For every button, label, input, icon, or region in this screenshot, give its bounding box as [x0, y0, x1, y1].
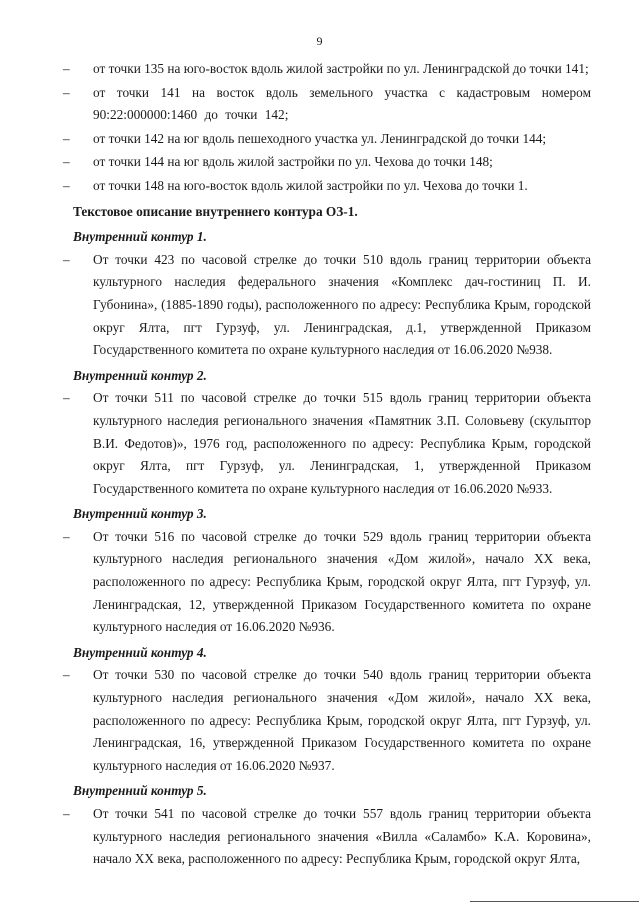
contour-title: Внутренний контур 1.	[73, 229, 207, 245]
page-bottom-rule	[470, 901, 639, 902]
list-item-text: от точки 142 на юг вдоль пешеходного участка ул. Ленинградской до точки 144;	[93, 130, 547, 146]
list-item	[63, 128, 591, 151]
dash-bullet: –	[63, 251, 70, 267]
dash-bullet: –	[63, 154, 70, 170]
contour-title: Внутренний контур 5.	[73, 783, 207, 799]
dash-bullet: –	[63, 806, 70, 821]
list-item	[63, 82, 591, 127]
dash-bullet: –	[63, 61, 70, 76]
contour-text: От точки 541 по часовой стрелке до точки 557 вдоль границ территории объекта культурного наследия регионального значения «Вилла «Саламбо» К.А. Коровина», начало XX века, расположенного по адресу: Республика Крым, городской округ Ялта,	[93, 806, 591, 867]
contour-text: От точки 423 по часовой стрелке до точки 510 вдоль границ территории объекта культурного наследия федерального значения «Комплекс дач-гостиниц П. И. Губонина», (1885-1890 годы), расположенного по адресу: Республика Крым, городской округ Ялта, пгт Гурзуф, ул. Ленинградская, д.1, утвержденной Приказом Государственного комитета по охране культурного наследия от 16.06.2020 №938.	[93, 251, 591, 358]
contour-title: Внутренний контур 3.	[73, 506, 207, 522]
dash-bullet: –	[63, 84, 70, 100]
dash-bullet: –	[63, 390, 70, 406]
list-item	[63, 175, 591, 198]
contour-title: Внутренний контур 2.	[73, 367, 207, 383]
contour-description	[63, 387, 591, 500]
contour-description	[63, 526, 591, 639]
list-item	[63, 58, 591, 81]
contour-title: Внутренний контур 4.	[73, 644, 207, 660]
list-item	[63, 151, 591, 174]
section-title: Текстовое описание внутреннего контура ОЗ-1.	[73, 203, 358, 219]
list-item-text: от точки 135 на юго-восток вдоль жилой застройки по ул. Ленинградской до точки 141;	[93, 61, 589, 76]
dash-bullet: –	[63, 177, 70, 193]
contour-text: От точки 516 по часовой стрелке до точки 529 вдоль границ территории объекта культурного наследия регионального значения «Дом жилой», начало XX века, расположенного по адресу: Республика Крым, городской округ Ялта, пгт Гурзуф, ул. Ленинградская, 12, утвержденной Приказом Государственного комитета по охране культурного наследия от 16.06.2020 №936.	[93, 528, 591, 635]
contour-description	[63, 664, 591, 777]
contour-description	[63, 803, 591, 871]
page-number: 9	[316, 34, 323, 48]
dash-bullet: –	[63, 528, 70, 544]
list-item-text: от точки 144 на юг вдоль жилой застройки по ул. Чехова до точки 148;	[93, 154, 493, 170]
contour-text: От точки 511 по часовой стрелке до точки 515 вдоль границ территории объекта культурного наследия регионального значения «Памятник З.П. Соловьеву (скульптор В.И. Федотов)», 1976 год, расположенного по адресу: Республика Крым, городской округ Ялта, пгт Гурзуф, ул. Ленинградская, 1, утвержденной Приказом Государственного комитета по охране культурного наследия от 16.06.2020 №933.	[93, 390, 591, 496]
list-item-text: от точки 141 на восток вдоль земельного участка с кадастровым номером 90:22:000000:1460 до точки 142;	[93, 84, 591, 123]
contour-description	[63, 249, 591, 362]
dash-bullet: –	[63, 130, 70, 146]
document-body	[63, 58, 591, 871]
contour-text: От точки 530 по часовой стрелке до точки 540 вдоль границ территории объекта культурного наследия регионального значения «Дом жилой», начало XX века, расположенного по адресу: Республика Крым, городской округ Ялта, пгт Гурзуф, ул. Ленинградская, 16, утвержденной Приказом Государственного комитета по охране культурного наследия от 16.06.2020 №937.	[93, 667, 591, 773]
list-item-text: от точки 148 на юго-восток вдоль жилой застройки по ул. Чехова до точки 1.	[93, 177, 528, 193]
dash-bullet: –	[63, 667, 70, 683]
